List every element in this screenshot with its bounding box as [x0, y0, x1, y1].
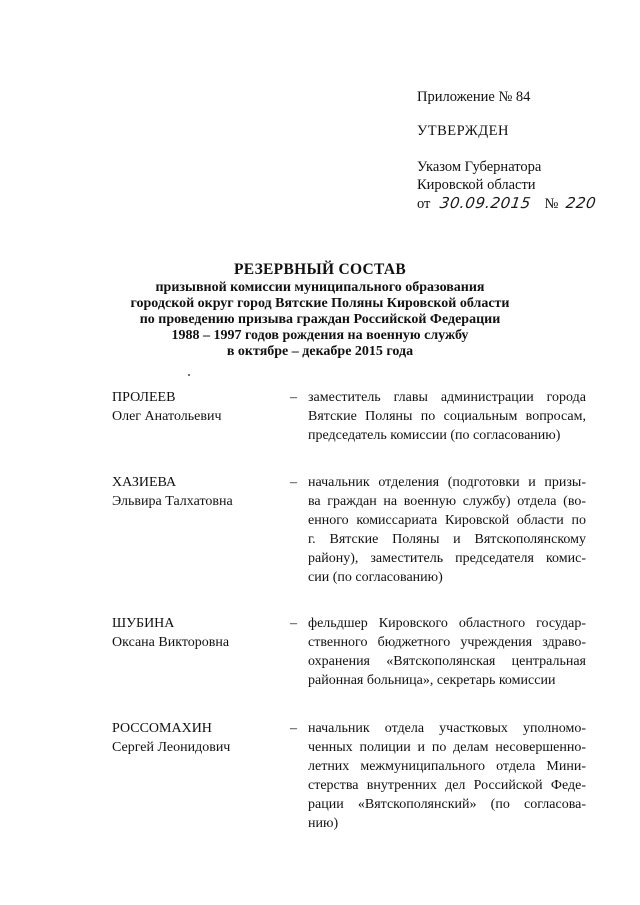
role-line: г. Вятские Поляны и Вятскополянскому	[308, 532, 586, 547]
title-line-4: 1988 – 1997 годов рождения на военную службу	[171, 328, 469, 343]
role-line: районная больница», секретарь комиссии	[308, 673, 556, 688]
decree-line-2: Кировской области	[417, 177, 536, 193]
appendix-number: Приложение № 84	[417, 89, 531, 105]
role-line: ченных полиции и по делам несовершенно-	[308, 740, 586, 755]
member-entry	[112, 719, 586, 833]
role-line: охранения «Вятскополянская центральная	[308, 654, 586, 669]
member-role	[308, 388, 586, 445]
member-name	[112, 719, 290, 833]
role-line: нию)	[308, 816, 339, 831]
title-line-3: по проведению призыва граждан Российской Федерации	[139, 312, 501, 327]
title-line-2: городской округ город Вятские Поляны Кировской области	[130, 296, 510, 311]
role-line: ва граждан на военную службу) отдела (во-	[308, 494, 586, 509]
member-dash: –	[290, 475, 297, 490]
member-dash: –	[290, 390, 297, 405]
role-line: начальник отдела участковых уполномо-	[308, 721, 586, 736]
member-entry	[112, 614, 586, 690]
document-title: РЕЗЕРВНЫЙ СОСТАВ	[233, 261, 407, 278]
role-line: енного комиссариата Кировской области по	[308, 513, 586, 528]
date-prefix: от	[417, 196, 431, 212]
handwritten-number: 220	[564, 194, 598, 212]
member-surname: ХАЗИЕВА	[112, 475, 177, 490]
member-name	[112, 614, 290, 690]
number-sign: №	[544, 196, 559, 212]
role-line: ственного бюджетного учреждения здраво-	[308, 635, 586, 650]
member-name	[112, 473, 290, 587]
decree-line-1: Указом Губернатора	[417, 159, 542, 175]
role-line: заместитель главы администрации города	[308, 390, 586, 405]
approved-stamp-text: УТВЕРЖДЕН	[417, 123, 509, 139]
member-name	[112, 388, 290, 445]
title-line-5: в октябре – декабре 2015 года	[226, 344, 414, 359]
scan-dot	[188, 374, 190, 376]
member-given-names: Олег Анатольевич	[112, 409, 222, 424]
role-line: Вятские Поляны по социальным вопросам,	[308, 409, 586, 424]
handwritten-date: 30.09.2015	[438, 194, 533, 212]
role-line: председатель комиссии (по согласованию)	[308, 428, 561, 443]
role-line: району), заместитель председателя комис-	[308, 551, 586, 566]
role-line: рации «Вятскополянский» (по согласова-	[308, 797, 586, 812]
role-line: летних межмуниципального отдела Мини-	[308, 759, 586, 774]
member-entry	[112, 473, 586, 587]
role-line: начальник отделения (подготовки и призы-	[308, 475, 586, 490]
member-dash: –	[290, 616, 297, 631]
member-given-names: Оксана Викторовна	[112, 635, 230, 650]
members-list	[112, 388, 586, 833]
member-surname: ШУБИНА	[112, 616, 175, 631]
member-role	[308, 614, 586, 690]
document-title-block	[110, 260, 530, 360]
title-line-1: призывной комиссии муниципального образования	[155, 280, 485, 295]
approval-block	[417, 88, 617, 213]
role-line: фельдшер Кировского областного государ-	[308, 616, 586, 631]
member-dash: –	[290, 721, 297, 736]
member-role	[308, 719, 586, 833]
member-given-names: Эльвира Талхатовна	[112, 494, 233, 509]
role-line: стерства внутренних дел Российской Феде-	[308, 778, 586, 793]
member-surname: ПРОЛЕЕВ	[112, 390, 176, 405]
member-surname: РОССОМАХИН	[112, 721, 212, 736]
member-entry	[112, 388, 586, 445]
member-given-names: Сергей Леонидович	[112, 740, 231, 755]
role-line: сии (по согласованию)	[308, 570, 443, 585]
member-role	[308, 473, 586, 587]
decree-date-line	[417, 194, 617, 213]
